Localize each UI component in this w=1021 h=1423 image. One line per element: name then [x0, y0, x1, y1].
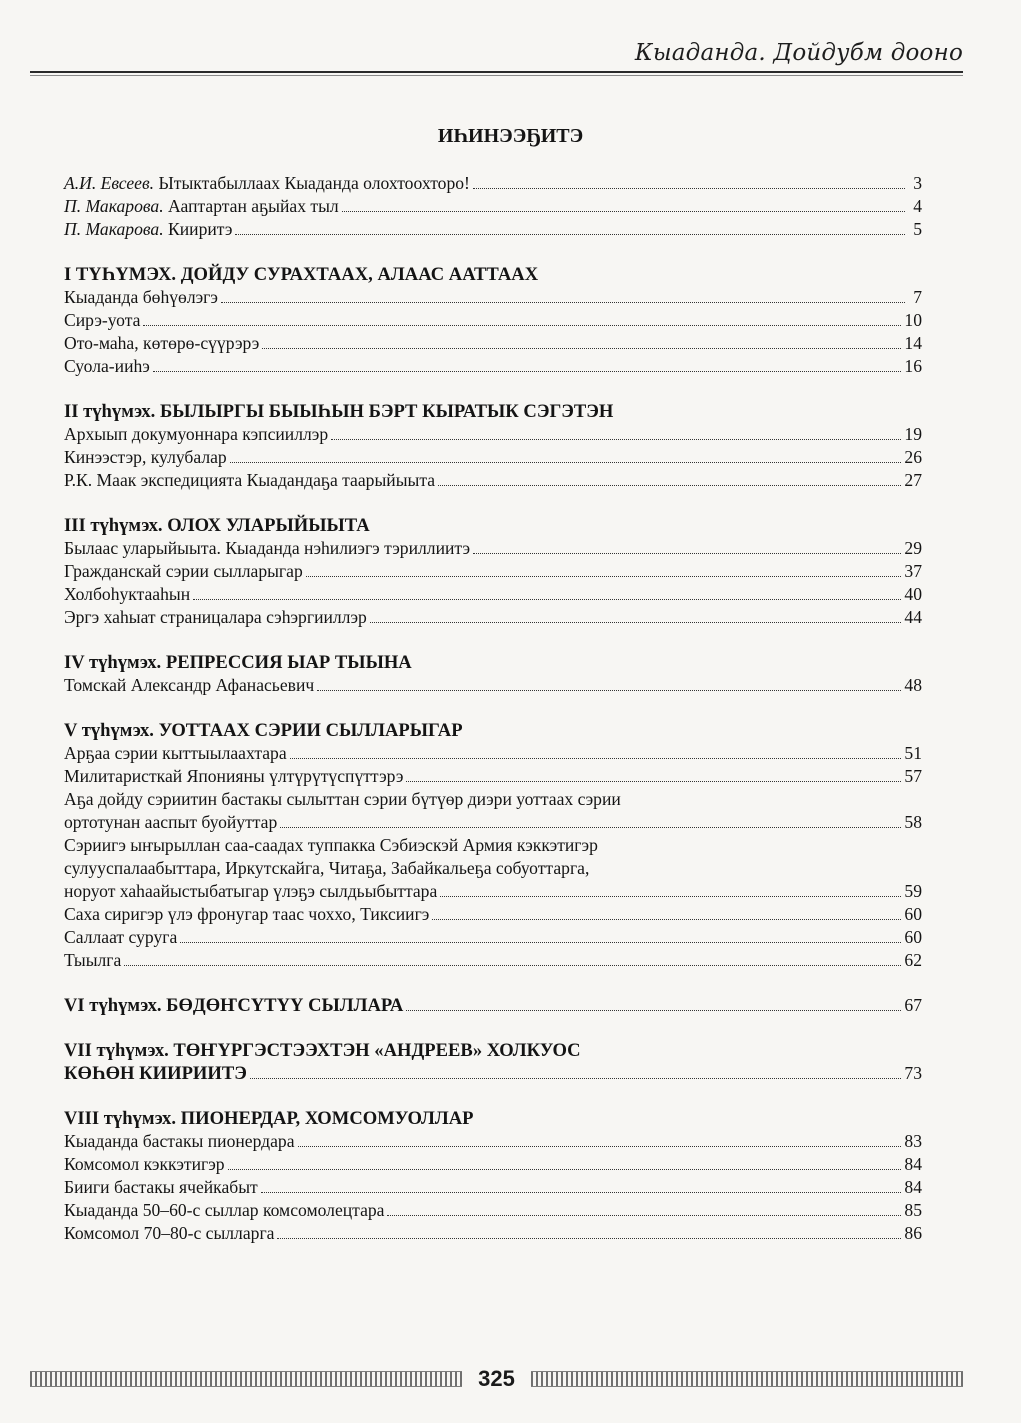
toc-entry-page: 48 [904, 675, 922, 695]
toc-entry-title: Былаас уларыйыыта. Кыаданда нэһилиэгэ тэриллиитэ [64, 538, 471, 558]
toc-entry [64, 1130, 922, 1153]
toc-entry [64, 1199, 922, 1222]
toc-entry [64, 903, 922, 926]
ornament-border-left [30, 1371, 462, 1387]
toc-entry-title: Тыылга [64, 950, 122, 970]
toc-entry-title: Бииги бастакы ячейкабыт [64, 1177, 258, 1197]
table-of-contents [64, 172, 922, 1245]
dot-leader [124, 965, 901, 966]
toc-entry [64, 880, 922, 903]
toc-entry-author: П. Макарова. [64, 219, 164, 239]
section-heading: VIII түһүмэх. ПИОНЕРДАР, ХОМСОМУОЛЛАР [64, 1108, 474, 1129]
dot-leader [143, 325, 901, 326]
toc-entry-page: 19 [904, 424, 922, 444]
dot-leader [230, 462, 902, 463]
header-rule [30, 71, 963, 73]
toc-entry-title: Милитаристкай Японияны үлтүрүтүспүттэрэ [64, 766, 404, 786]
toc-entry [64, 309, 922, 332]
dot-leader [406, 1010, 901, 1011]
dot-leader [221, 302, 905, 303]
toc-entry [64, 560, 922, 583]
toc-entry [64, 1176, 922, 1199]
section-heading [64, 1062, 922, 1085]
dot-leader [306, 576, 902, 577]
toc-entry-title: Сирэ-уота [64, 310, 141, 330]
dot-leader [331, 439, 901, 440]
toc-entry-page: 59 [904, 881, 922, 901]
toc-entry-title: Архыып докумуоннара кэпсииллэр [64, 424, 329, 444]
dot-leader [342, 211, 905, 212]
section-heading-title: VI түһүмэх. БӨДӨҤСҮТҮҮ СЫЛЛАРА [64, 995, 404, 1016]
toc-entry-author: А.И. Евсеев. [64, 173, 155, 193]
toc-entry-page: 27 [904, 470, 922, 490]
toc-entry [64, 537, 922, 560]
toc-entry-title: Кинээстэр, кулубалар [64, 447, 227, 467]
section-heading: II түһүмэх. БЫЛЫРГЫ БЫЫҺЫН БЭРТ КЫРАТЫК СЭГЭТЭН [64, 401, 614, 422]
toc-entry-title: Комсомол 70–80-с сылларга [64, 1223, 275, 1243]
toc-entry [64, 765, 922, 788]
dot-leader [406, 781, 901, 782]
toc-entry-title: Суола-ииһэ [64, 356, 150, 376]
toc-entry-title: Гражданскай сэрии сылларыгар [64, 561, 303, 581]
toc-entry-page: 60 [904, 927, 922, 947]
toc-entry [64, 674, 922, 697]
toc-entry-title: Арҕаа сэрии кыттыылаахтара [64, 743, 287, 763]
dot-leader [298, 1146, 902, 1147]
dot-leader [261, 1192, 902, 1193]
toc-entry-page: 4 [913, 196, 922, 216]
toc-entry-page: 16 [904, 356, 922, 376]
toc-entry [64, 286, 922, 309]
toc-entry [64, 606, 922, 629]
toc-entry-title: Эргэ хаһыат страницалара сэһэргииллэр [64, 607, 367, 627]
toc-entry-page: 29 [904, 538, 922, 558]
toc-entry-line: Аҕа дойду сэриитин бастакы сылыттан сэрии бүтүөр диэри уоттаах сэрии [64, 789, 621, 809]
toc-entry-page: 37 [904, 561, 922, 581]
toc-entry-page: 14 [904, 333, 922, 353]
toc-entry-page: 84 [904, 1177, 922, 1197]
toc-entry-title: Кыаданда бастакы пионердара [64, 1131, 295, 1151]
page-number: 325 [478, 1366, 515, 1391]
toc-entry-line: сулууспалаабыттара, Иркутскайга, Читаҕа, Забайкальеҕа собуоттарга, [64, 858, 590, 878]
toc-entry-title: Кыаданда бөһүөлэгэ [64, 287, 218, 307]
dot-leader [387, 1215, 901, 1216]
dot-leader [473, 553, 901, 554]
toc-entry [64, 469, 922, 492]
toc-entry-page: 85 [904, 1200, 922, 1220]
toc-entry-title: Комсомол кэккэтигэр [64, 1154, 225, 1174]
toc-entry [64, 172, 922, 195]
toc-entry [64, 446, 922, 469]
running-header: Кыаданда. Дойдубм доонo [634, 40, 963, 66]
toc-entry-page: 58 [904, 812, 922, 832]
toc-entry-page: 51 [904, 743, 922, 763]
dot-leader [473, 188, 905, 189]
section-heading: V түһүмэх. УОТТААХ СЭРИИ СЫЛЛАРЫГАР [64, 720, 463, 741]
toc-entry-page: 5 [913, 219, 922, 239]
toc-entry [64, 926, 922, 949]
toc-entry [64, 355, 922, 378]
toc-title: ИҺИНЭЭҔИТЭ [437, 125, 584, 147]
dot-leader [290, 758, 902, 759]
section-heading: IV түһүмэх. РЕПРЕССИЯ ЫАР ТЫЫНА [64, 652, 412, 673]
section-heading-page: 73 [904, 1063, 922, 1083]
dot-leader [277, 1238, 901, 1239]
dot-leader [180, 942, 901, 943]
toc-entry-author: П. Макарова. [64, 196, 164, 216]
dot-leader [432, 919, 901, 920]
section-heading-title: КӨҺӨН КИИРИИТЭ [64, 1063, 247, 1084]
header-rule-thin [30, 75, 963, 76]
toc-entry-title: Кыаданда 50–60-с сыллар комсомолецтара [64, 1200, 385, 1220]
toc-entry-page: 83 [904, 1131, 922, 1151]
toc-entry-title: Холбоһуктааһын [64, 584, 191, 604]
ornament-border-right [531, 1371, 963, 1387]
toc-entry-line: Сэриигэ ыҥырыллан саа-саадах туппакка Сэбиэскэй Армия кэккэтигэр [64, 835, 598, 855]
toc-entry-page: 26 [904, 447, 922, 467]
toc-entry-page: 86 [904, 1223, 922, 1243]
dot-leader [280, 827, 901, 828]
toc-entry-page: 10 [904, 310, 922, 330]
toc-entry [64, 1222, 922, 1245]
section-heading-page: 67 [904, 995, 922, 1015]
toc-entry-title: Ото-маһа, көтөрө-сүүрэрэ [64, 333, 260, 353]
dot-leader [153, 371, 902, 372]
toc-entry-page: 84 [904, 1154, 922, 1174]
section-heading: III түһүмэх. ОЛОХ УЛАРЫЙЫЫТА [64, 515, 370, 536]
dot-leader [370, 622, 902, 623]
toc-entry-title: Ытыктабыллаах Кыаданда олохтоохторо! [158, 173, 470, 193]
toc-entry [64, 742, 922, 765]
toc-entry-page: 40 [904, 584, 922, 604]
toc-entry [64, 1153, 922, 1176]
toc-entry-page: 44 [904, 607, 922, 627]
toc-entry-page: 3 [913, 173, 922, 193]
dot-leader [440, 896, 901, 897]
toc-entry-title: Ааптартан аҕыйах тыл [168, 196, 339, 216]
toc-entry-title: Р.К. Маак экспедицията Кыадандаҕа таарыйыыта [64, 470, 436, 490]
toc-entry [64, 949, 922, 972]
toc-entry [64, 218, 922, 241]
toc-entry [64, 423, 922, 446]
toc-entry-title: Саллаат суруга [64, 927, 178, 947]
section-heading [64, 994, 922, 1017]
toc-entry [64, 811, 922, 834]
dot-leader [262, 348, 901, 349]
dot-leader [438, 485, 901, 486]
section-heading: VII түһүмэх. ТӨҤҮРГЭСТЭЭХТЭН «АНДРЕЕВ» ХОЛКУОС [64, 1040, 581, 1061]
toc-entry [64, 195, 922, 218]
toc-entry-title: норуот хаһаайыстыбатыгар үлэҕэ сылдьыбыттара [64, 881, 438, 901]
toc-entry-title: Кииритэ [168, 219, 233, 239]
toc-entry [64, 332, 922, 355]
toc-entry-page: 60 [904, 904, 922, 924]
toc-entry-page: 62 [904, 950, 922, 970]
toc-entry [64, 583, 922, 606]
dot-leader [193, 599, 901, 600]
section-heading: I ТҮҺҮМЭХ. ДОЙДУ СУРАХТААХ, АЛААС ААТТААХ [64, 264, 539, 285]
dot-leader [250, 1078, 902, 1079]
dot-leader [228, 1169, 902, 1170]
toc-entry-title: Саха сиригэр үлэ фронугар таас чоххо, Тиксиигэ [64, 904, 430, 924]
toc-entry-page: 57 [904, 766, 922, 786]
page-footer [30, 1368, 963, 1390]
dot-leader [235, 234, 905, 235]
toc-entry-title: ортотунан ааспыт буойуттар [64, 812, 278, 832]
dot-leader [317, 690, 901, 691]
toc-entry-page: 7 [913, 287, 922, 307]
toc-entry-title: Томскай Александр Афанасьевич [64, 675, 315, 695]
